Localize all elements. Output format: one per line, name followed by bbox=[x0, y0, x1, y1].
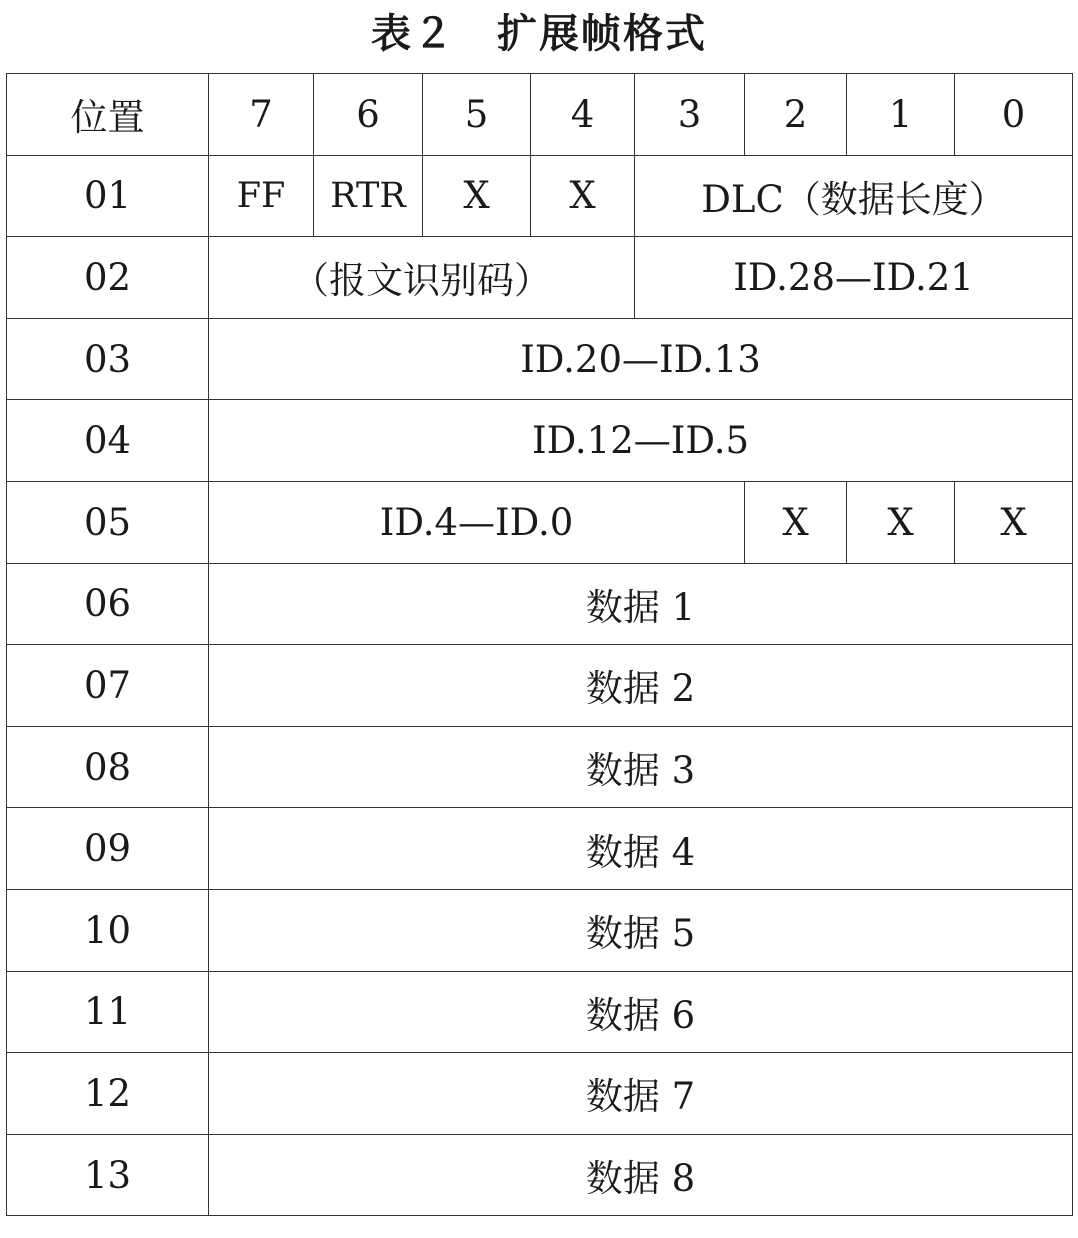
reserved-cell: X bbox=[847, 481, 955, 563]
id-range-cell: ID.4—ID.0 bbox=[209, 481, 745, 563]
id-range-cell: ID.28—ID.21 bbox=[635, 237, 1073, 319]
extended-frame-format-table bbox=[6, 73, 1073, 1216]
row-position: 03 bbox=[7, 318, 209, 400]
position-header: 位置 bbox=[7, 74, 209, 156]
table-row bbox=[7, 155, 1073, 237]
header-row bbox=[7, 74, 1073, 156]
row-position: 01 bbox=[7, 155, 209, 237]
row-position: 06 bbox=[7, 563, 209, 645]
row-position: 10 bbox=[7, 889, 209, 971]
bit-header-3: 3 bbox=[635, 74, 745, 156]
reserved-cell: X bbox=[531, 155, 635, 237]
row-position: 09 bbox=[7, 808, 209, 890]
message-id-label-cell: （报文识别码） bbox=[209, 237, 635, 319]
table-row bbox=[7, 645, 1073, 727]
data-byte-cell: 数据 6 bbox=[209, 971, 1073, 1053]
table-title: 表２ 扩展帧格式 bbox=[371, 11, 707, 57]
table-row bbox=[7, 318, 1073, 400]
row-position: 05 bbox=[7, 481, 209, 563]
data-byte-cell: 数据 4 bbox=[209, 808, 1073, 890]
data-byte-cell: 数据 2 bbox=[209, 645, 1073, 727]
row-position: 13 bbox=[7, 1134, 209, 1216]
ff-cell: FF bbox=[209, 155, 314, 237]
table-row bbox=[7, 481, 1073, 563]
reserved-cell: X bbox=[745, 481, 847, 563]
table-row bbox=[7, 237, 1073, 319]
reserved-cell: X bbox=[955, 481, 1073, 563]
row-position: 04 bbox=[7, 400, 209, 482]
bit-header-6: 6 bbox=[314, 74, 423, 156]
data-byte-cell: 数据 7 bbox=[209, 1053, 1073, 1135]
table-row bbox=[7, 726, 1073, 808]
row-position: 12 bbox=[7, 1053, 209, 1135]
table-row bbox=[7, 889, 1073, 971]
data-byte-cell: 数据 3 bbox=[209, 726, 1073, 808]
bit-header-7: 7 bbox=[209, 74, 314, 156]
bit-header-4: 4 bbox=[531, 74, 635, 156]
table-row bbox=[7, 971, 1073, 1053]
table-row bbox=[7, 1134, 1073, 1216]
table-row bbox=[7, 1053, 1073, 1135]
row-position: 08 bbox=[7, 726, 209, 808]
row-position: 11 bbox=[7, 971, 209, 1053]
dlc-cell: DLC（数据长度） bbox=[635, 155, 1073, 237]
id-range-cell: ID.20—ID.13 bbox=[209, 318, 1073, 400]
row-position: 02 bbox=[7, 237, 209, 319]
data-byte-cell: 数据 8 bbox=[209, 1134, 1073, 1216]
table-row bbox=[7, 808, 1073, 890]
bit-header-2: 2 bbox=[745, 74, 847, 156]
bit-header-5: 5 bbox=[423, 74, 531, 156]
bit-header-1: 1 bbox=[847, 74, 955, 156]
rtr-cell: RTR bbox=[314, 155, 423, 237]
id-range-cell: ID.12—ID.5 bbox=[209, 400, 1073, 482]
reserved-cell: X bbox=[423, 155, 531, 237]
table-row bbox=[7, 400, 1073, 482]
bit-header-0: 0 bbox=[955, 74, 1073, 156]
data-byte-cell: 数据 1 bbox=[209, 563, 1073, 645]
row-position: 07 bbox=[7, 645, 209, 727]
table-row bbox=[7, 563, 1073, 645]
data-byte-cell: 数据 5 bbox=[209, 889, 1073, 971]
